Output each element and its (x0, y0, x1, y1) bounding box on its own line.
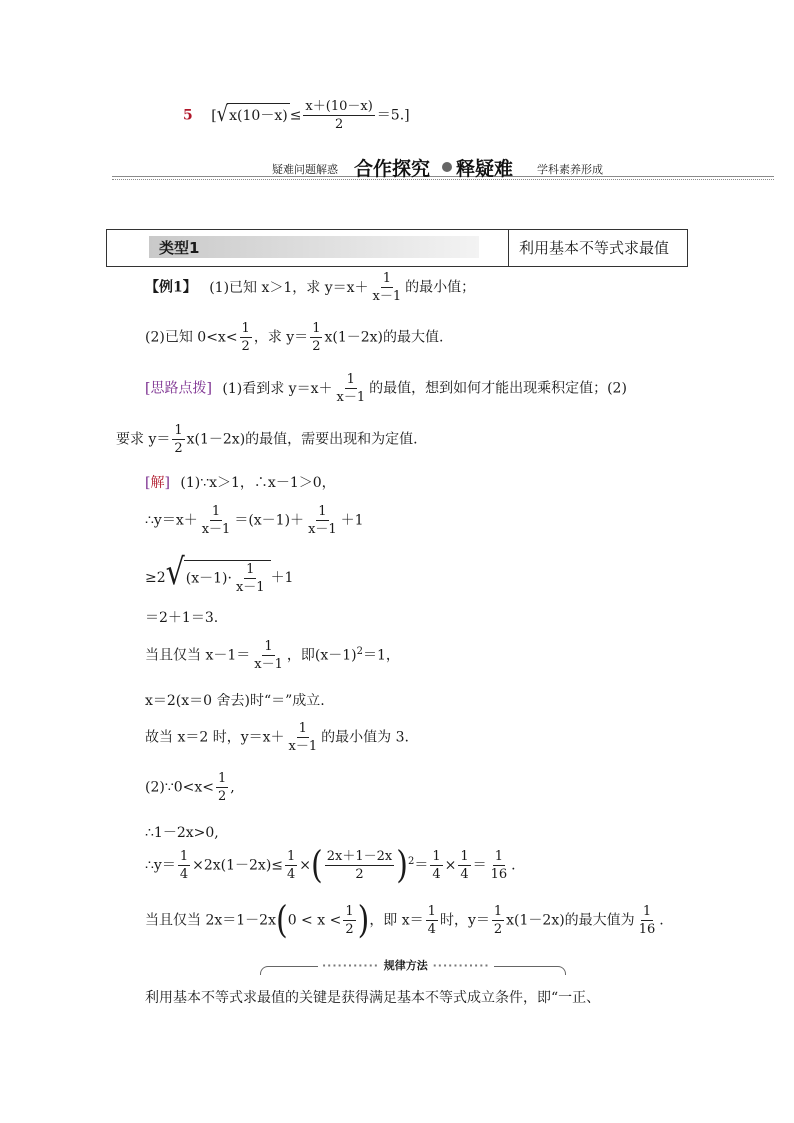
solution-line-2: ∴y＝x＋ $\frac{1}{x-1}$ ＝(x－1)＋ $\frac{1}{x-1}$ ＋1 (145, 504, 364, 537)
solution-line-7: 故当 x＝2 时，y＝x＋ $\frac{1}{x-1}$ 的最小值为 3. (145, 721, 409, 754)
type-tag (149, 236, 479, 258)
solution-line-11: 当且仅当 2x＝1－2x(0 < x < $\frac{1}{2}$ )，即 x＝ $\frac{1}{4}$ 时，y＝ $\frac{1}{2}$ x(1－2x)的最大值为 $\frac{1}{16}$ . (145, 898, 664, 942)
sqrt-body: x(10－x) (227, 103, 290, 125)
type-tag-label: 类型1 (159, 239, 200, 257)
solution-label: 解 (150, 475, 165, 491)
method-text: 利用基本不等式求最值的关键是获得满足基本不等式成立条件，即“一正、 (145, 990, 601, 1006)
answer-number: 5 (183, 107, 193, 124)
banner-dot-icon (442, 162, 452, 172)
top-answer (183, 100, 410, 131)
solution-line-4: ＝2＋1＝3. (145, 610, 219, 626)
solution-line-5: 当且仅当 x－1＝ $\frac{1}{x-1}$ ，即$(x-1)^2=1$， (145, 639, 400, 672)
method-dots-right: ··········· (427, 959, 490, 972)
sqrt-sign-2: √ (165, 551, 185, 594)
solution-label-bracket-close: ] (164, 475, 170, 491)
solution-line-9: ∴1－2x>0, (145, 825, 219, 841)
solution-line-6: x＝2(x＝0 舍去)时“＝”成立. (145, 693, 325, 709)
example-line-1: 【例1】 (1)已知 x＞1，求 y＝x＋ $\frac{1}{x-1}$ 的最小值； (145, 271, 476, 304)
hint-line-2: 要求 y＝ $\frac{1}{2}$ x(1－2x)的最值，需要出现和为定值. (116, 423, 418, 456)
example-label: 【例1】 (145, 279, 197, 296)
solution-line-1: [解] (1)∵x＞1，∴x－1＞0， (145, 475, 336, 491)
hint-label: [思路点拨] (145, 380, 212, 397)
banner-left-text: 疑难问题解惑 (272, 163, 338, 176)
example-line-2: (2)已知 0<x< $\frac{1}{2}$ ，求 y＝ $\frac{1}{2}$ x(1－2x)的最大值. (145, 321, 444, 354)
banner-title-1: 合作探究 (354, 158, 431, 180)
method-banner (260, 958, 566, 974)
solution-label-bracket-open: [ (145, 475, 151, 491)
answer-fraction: $\frac{x+(10-x)}{2}$ (305, 99, 373, 132)
banner-dotted-line (112, 179, 774, 180)
banner-right-text: 学科素养形成 (537, 163, 603, 176)
type-box-title: 利用基本不等式求最值 (519, 239, 670, 257)
banner-title-2: 释疑难 (456, 158, 514, 180)
solution-line-10: ∴y＝ $\frac{1}{4}$ ×2x(1－2x)≤ $\frac{1}{4}$ ×( $\frac{2x+1-2x}{2}$ )$^2$＝ $\frac{1}{4}$ × $\frac{1}{4}$ ＝ $\frac{1}{16}$ . (145, 843, 516, 887)
type-box (106, 229, 688, 267)
section-banner (112, 158, 774, 180)
method-dots-left: ··········· (322, 959, 384, 972)
hint-line-1: [思路点拨] (1)看到求 y＝x＋ $\frac{1}{x-1}$ 的最值，想到如何才能出现乘积定值；(2) (145, 372, 627, 405)
banner-line (112, 176, 774, 177)
big-paren-close: ) (396, 843, 408, 887)
leq-sign: ≤ (289, 107, 302, 124)
sqrt-sign: √ (216, 101, 229, 127)
type-box-divider (508, 230, 509, 266)
method-label: 规律方法 (383, 959, 428, 972)
solution-line-3: ≥2√(x－1)· $\frac{1}{x-1}$ ＋1 (145, 551, 294, 595)
big-paren-open: ( (311, 843, 323, 887)
answer-result: ＝5.] (376, 107, 410, 124)
answer-open-bracket: [ (211, 107, 217, 124)
solution-line-8: (2)∵0<x< $\frac{1}{2}$ , (145, 771, 235, 804)
